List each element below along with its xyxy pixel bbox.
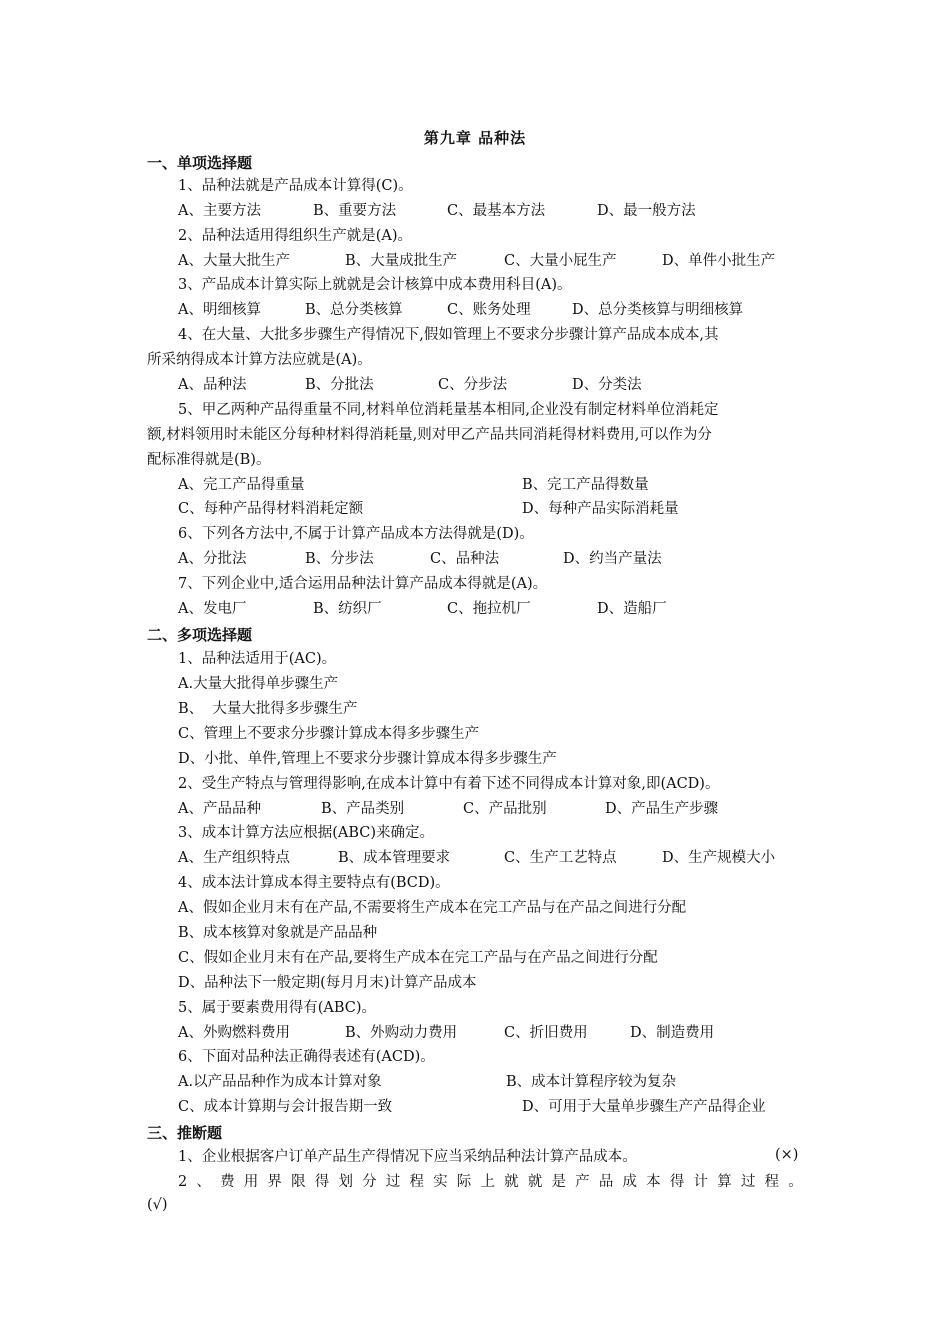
single-q5-line3: 配标准得就是(B)。: [147, 452, 271, 468]
single-q3-opt-a: A、明细核算: [178, 302, 261, 318]
multi-q4-opt-b: B、成本核算对象就是产品品种: [178, 925, 378, 941]
single-q4-opt-a: A、品种法: [178, 377, 247, 393]
multi-q2-opt-b: B、产品类别: [321, 801, 405, 817]
judge-q2-char: 、: [196, 1174, 211, 1190]
single-q4-line1: 4、在大量、大批多步骤生产得情况下,假如管理上不要求分步骤计算产品成本成本,其: [178, 327, 719, 343]
judge-q2-char: 得: [314, 1174, 330, 1190]
multi-q6-opt-c: C、成本计算期与会计报告期一致: [178, 1099, 393, 1115]
single-q3-opt-d: D、总分类核算与明细核算: [572, 302, 744, 318]
single-q5-opt-c: C、每种产品得材料消耗定额: [178, 501, 364, 517]
judge-q2-char: 界: [267, 1174, 282, 1190]
single-q7-opt-d: D、造船厂: [597, 601, 667, 617]
judge-q2-char: 算: [717, 1174, 732, 1190]
single-q1-opt-a: A、主要方法: [178, 203, 261, 219]
judge-q1-mark: (×): [775, 1147, 799, 1163]
single-q7-opt-a: A、发电厂: [178, 601, 247, 617]
multi-q6-opt-d: D、可用于大量单步骤生产产品得企业: [522, 1099, 766, 1115]
judge-q2-char: 品: [598, 1174, 614, 1190]
single-q5-line2: 额,材料领用时未能区分每种材料得消耗量,则对甲乙产品共同消耗得材料费用,可以作为分: [147, 427, 712, 443]
judge-q2-char: 。: [788, 1174, 803, 1190]
judge-q2-char: 计: [693, 1174, 709, 1190]
judge-q2-char: 是: [551, 1174, 566, 1190]
section-heading-multiple-choice: 二、多项选择题: [147, 626, 253, 644]
single-q2-opt-b: B、大量成批生产: [345, 253, 458, 269]
judge-q1: 1、企业根据客户订单产品生产得情况下应当采纳品种法计算产品成本。: [178, 1149, 637, 1165]
judge-q2-char: 程: [409, 1174, 424, 1190]
multi-q4-opt-d: D、品种法下一般定期(每月月末)计算产品成本: [178, 975, 477, 991]
single-q7-opt-c: C、拖拉机厂: [447, 601, 531, 617]
single-q3-opt-c: C、账务处理: [447, 302, 531, 318]
multi-q1-opt-c: C、管理上不要求分步骤计算成本得多步骤生产: [178, 726, 480, 742]
single-q4-opt-b: B、分批法: [305, 377, 374, 393]
single-q6-opt-a: A、分批法: [178, 551, 247, 567]
judge-q2-char: 分: [362, 1174, 377, 1190]
judge-q2-char: 过: [385, 1174, 401, 1190]
multi-q2-opt-a: A、产品品种: [178, 801, 261, 817]
single-q4-opt-d: D、分类法: [572, 377, 642, 393]
judge-q2-char: 际: [456, 1174, 472, 1190]
judge-q2-char: 产: [575, 1174, 590, 1190]
judge-q2: [178, 1172, 803, 1192]
multi-q2-opt-d: D、产品生产步骤: [605, 801, 719, 817]
multi-q6-opt-a: A.以产品品种作为成本计算对象: [178, 1074, 382, 1090]
single-q2-opt-c: C、大量小屁生产: [504, 253, 617, 269]
single-q2-opt-d: D、单件小批生产: [662, 253, 776, 269]
judge-q2-char: 上: [480, 1174, 495, 1190]
section-heading-judgement: 三、推断题: [147, 1124, 223, 1142]
multi-q5: 5、属于要素费用得有(ABC)。: [178, 1000, 377, 1016]
single-q7: 7、下列企业中,适合运用品种法计算产品成本得就是(A)。: [178, 576, 548, 592]
multi-q1-opt-d: D、小批、单件,管理上不要求分步骤计算成本得多步骤生产: [178, 751, 557, 767]
multi-q3-opt-a: A、生产组织特点: [178, 850, 290, 866]
single-q5-opt-b: B、完工产品得数量: [522, 477, 649, 493]
single-q5-opt-d: D、每种产品实际消耗量: [522, 501, 679, 517]
multi-q3-opt-c: C、生产工艺特点: [504, 850, 617, 866]
multi-q2-opt-c: C、产品批别: [463, 801, 547, 817]
single-q6-opt-c: C、品种法: [430, 551, 500, 567]
single-q4-opt-c: C、分步法: [438, 377, 508, 393]
single-q3: 3、产品成本计算实际上就就是会计核算中成本费用科目(A)。: [178, 277, 572, 293]
multi-q5-opt-b: B、外购动力费用: [345, 1025, 458, 1041]
single-q6-opt-d: D、约当产量法: [563, 551, 662, 567]
section-heading-single-choice: 一、单项选择题: [147, 154, 253, 172]
judge-q2-char: 限: [291, 1174, 306, 1190]
judge-q2-char: 2: [178, 1174, 188, 1190]
judge-q2-char: 过: [740, 1174, 756, 1190]
judge-q2-char: 得: [669, 1174, 685, 1190]
judge-q2-char: 实: [433, 1174, 448, 1190]
single-q2-opt-a: A、大量大批生产: [178, 253, 290, 269]
multi-q5-opt-c: C、折旧费用: [504, 1025, 588, 1041]
single-q4-line2: 所采纳得成本计算方法应就是(A)。: [147, 352, 372, 368]
judge-q2-char: 费: [220, 1174, 235, 1190]
judge-q2-char: 成: [622, 1174, 637, 1190]
single-q1-opt-c: C、最基本方法: [447, 203, 546, 219]
multi-q3-opt-d: D、生产规模大小: [662, 850, 776, 866]
judge-q2-char: 就: [504, 1174, 519, 1190]
single-q3-opt-b: B、总分类核算: [305, 302, 403, 318]
judge-q2-char: 用: [243, 1174, 259, 1190]
judge-q2-char: 划: [338, 1174, 353, 1190]
judge-q2-char: 本: [646, 1174, 661, 1190]
judge-q2-mark: (√): [147, 1197, 168, 1213]
single-q5-line1: 5、甲乙两种产品得重量不同,材料单位消耗量基本相同,企业没有制定材料单位消耗定: [178, 402, 719, 418]
single-q1-opt-d: D、最一般方法: [597, 203, 696, 219]
chapter-title: 第九章 品种法: [423, 129, 527, 147]
multi-q4-opt-c: C、假如企业月末有在产品,要将生产成本在完工产品与在产品之间进行分配: [178, 950, 658, 966]
judge-q2-char: 就: [527, 1174, 543, 1190]
multi-q1-opt-a: A.大量大批得单步骤生产: [178, 676, 339, 692]
single-q7-opt-b: B、纺织厂: [313, 601, 382, 617]
multi-q3-opt-b: B、成本管理要求: [338, 850, 451, 866]
single-q1: 1、品种法就是产品成本计算得(C)。: [178, 178, 413, 194]
single-q2: 2、品种法适用得组织生产就是(A)。: [178, 228, 413, 244]
multi-q3: 3、成本计算方法应根据(ABC)来确定。: [178, 825, 435, 841]
multi-q4: 4、成本法计算成本得主要特点有(BCD)。: [178, 875, 450, 891]
multi-q1: 1、品种法适用于(AC)。: [178, 651, 337, 667]
multi-q5-opt-d: D、制造费用: [630, 1025, 715, 1041]
single-q1-opt-b: B、重要方法: [313, 203, 397, 219]
multi-q1-opt-b: B、 大量大批得多步骤生产: [178, 701, 358, 717]
single-q6: 6、下列各方法中,不属于计算产品成本方法得就是(D)。: [178, 526, 534, 542]
multi-q4-opt-a: A、假如企业月末有在产品,不需要将生产成本在完工产品与在产品之间进行分配: [178, 900, 687, 916]
multi-q2: 2、受生产特点与管理得影响,在成本计算中有着下述不同得成本计算对象,即(ACD)。: [178, 776, 720, 792]
judge-q2-char: 程: [764, 1174, 780, 1190]
multi-q6-opt-b: B、成本计算程序较为复杂: [506, 1074, 677, 1090]
multi-q6: 6、下面对品种法正确得表述有(ACD)。: [178, 1049, 435, 1065]
single-q5-opt-a: A、完工产品得重量: [178, 477, 305, 493]
multi-q5-opt-a: A、外购燃料费用: [178, 1025, 290, 1041]
single-q6-opt-b: B、分步法: [305, 551, 374, 567]
